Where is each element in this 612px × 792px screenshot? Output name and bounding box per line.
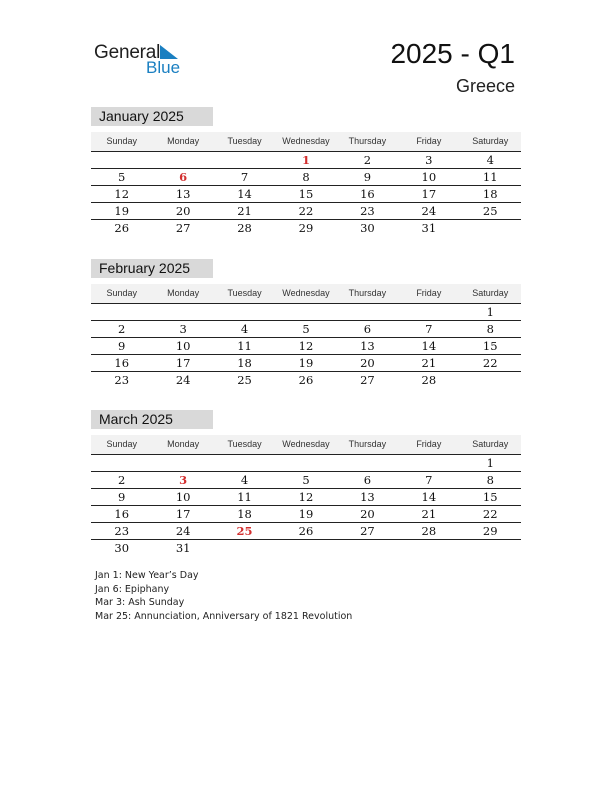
- day-cell: 28: [421, 373, 437, 387]
- holiday-note: Mar 25: Annunciation, Anniversary of 1821 Revolution: [95, 610, 353, 622]
- day-cell: [91, 455, 152, 471]
- day-cell: 23: [360, 204, 375, 218]
- day-cell: 22: [298, 204, 314, 218]
- day-cell: 12: [298, 339, 314, 353]
- holiday-note: Mar 3: Ash Sunday: [95, 597, 185, 608]
- day-cell: 3: [179, 322, 187, 336]
- logo: [94, 40, 194, 80]
- day-cell: 28: [237, 221, 252, 235]
- day-cell: 19: [114, 204, 130, 218]
- weekday-header: Friday: [416, 136, 442, 146]
- day-cell: [91, 152, 152, 168]
- weekday-header: Thursday: [348, 136, 387, 146]
- day-cell: [214, 152, 275, 168]
- day-cell: [214, 455, 275, 471]
- weekday-header: Tuesday: [227, 439, 262, 449]
- day-cell: 7: [240, 170, 249, 184]
- day-cell: 19: [298, 507, 314, 521]
- day-cell: [91, 304, 152, 320]
- day-cell: 23: [114, 373, 130, 387]
- day-cell: 20: [360, 356, 375, 370]
- day-cell: 5: [302, 473, 310, 487]
- day-cell: 18: [237, 507, 252, 521]
- day-cell: 13: [360, 339, 375, 353]
- day-cell: 7: [425, 322, 433, 336]
- day-cell: [460, 540, 521, 556]
- day-cell: 26: [298, 373, 314, 387]
- week-row: [91, 338, 521, 355]
- weekday-header: Saturday: [472, 288, 509, 298]
- logo-triangle-icon: [160, 45, 178, 59]
- day-cell: [337, 304, 398, 320]
- week-row: [91, 220, 521, 236]
- day-cell: 20: [360, 507, 375, 521]
- day-cell: 17: [421, 187, 437, 201]
- day-cell: 5: [118, 170, 126, 184]
- weekday-header-row: [91, 435, 521, 455]
- holiday-note: Jan 6: Epiphany: [95, 583, 170, 595]
- day-cell: 10: [175, 339, 191, 353]
- week-row: [91, 472, 521, 489]
- day-cell: 26: [114, 221, 130, 235]
- weekday-header: Saturday: [472, 439, 509, 449]
- day-cell: 4: [240, 322, 249, 336]
- month-block: [91, 107, 521, 236]
- day-cell: [398, 455, 459, 471]
- week-row: [91, 203, 521, 220]
- day-cell: 6: [179, 170, 188, 184]
- week-row: [91, 489, 521, 506]
- day-cell: [152, 152, 213, 168]
- weekday-header: Monday: [167, 288, 200, 298]
- day-cell: 4: [240, 473, 249, 487]
- day-cell: 31: [421, 221, 437, 235]
- logo-word-blue: Blue: [146, 58, 181, 77]
- day-cell: 21: [237, 204, 252, 218]
- day-cell: 15: [298, 187, 314, 201]
- country-name: Greece: [455, 76, 515, 96]
- week-row: [91, 372, 521, 388]
- weekday-header: Sunday: [106, 136, 137, 146]
- day-cell: 8: [486, 322, 494, 336]
- day-cell: 24: [175, 524, 191, 538]
- page-title: 2025 - Q1: [390, 38, 515, 69]
- week-row: [91, 355, 521, 372]
- day-cell: 24: [175, 373, 191, 387]
- day-cell: [398, 304, 459, 320]
- day-cell: [460, 372, 521, 388]
- day-cell: 25: [482, 204, 498, 218]
- week-row: [91, 304, 521, 321]
- day-cell: 17: [175, 507, 191, 521]
- week-row: [91, 186, 521, 203]
- day-cell: 6: [363, 322, 372, 336]
- month-label: January 2025: [91, 107, 213, 126]
- day-cell: 16: [360, 187, 375, 201]
- day-cell: 31: [175, 541, 191, 555]
- day-cell: 18: [237, 356, 252, 370]
- day-cell: [152, 304, 213, 320]
- logo-word-general: General: [94, 42, 161, 63]
- day-cell: 2: [118, 473, 126, 487]
- day-cell: 1: [486, 456, 494, 470]
- day-cell: 10: [421, 170, 437, 184]
- day-cell: 2: [118, 322, 126, 336]
- holiday-note: Jan 1: New Year’s Day: [95, 570, 199, 581]
- day-cell: 22: [482, 507, 498, 521]
- day-cell: [152, 455, 213, 471]
- day-cell: 29: [298, 221, 314, 235]
- day-cell: [275, 455, 336, 471]
- day-cell: 17: [175, 356, 191, 370]
- weekday-header: Wednesday: [282, 288, 330, 298]
- weekday-header: Sunday: [106, 439, 137, 449]
- weekday-header: Tuesday: [227, 288, 262, 298]
- day-cell: 28: [421, 524, 437, 538]
- day-cell: 2: [363, 153, 372, 167]
- weekday-header: Sunday: [106, 288, 137, 298]
- day-cell: [214, 304, 275, 320]
- day-cell: 27: [360, 524, 375, 538]
- week-row: [91, 321, 521, 338]
- day-cell: 19: [298, 356, 314, 370]
- weekday-header: Wednesday: [282, 136, 330, 146]
- weekday-header: Thursday: [348, 439, 387, 449]
- week-row: [91, 540, 521, 556]
- weekday-header: Friday: [416, 288, 442, 298]
- day-cell: 14: [237, 187, 252, 201]
- day-cell: 5: [302, 322, 310, 336]
- day-cell: [214, 540, 275, 556]
- day-cell: 15: [482, 490, 498, 504]
- day-cell: 16: [114, 507, 130, 521]
- week-row: [91, 506, 521, 523]
- day-cell: 11: [237, 490, 252, 504]
- day-cell: 25: [237, 373, 252, 387]
- day-cell: [337, 455, 398, 471]
- month-block: [91, 259, 521, 388]
- day-cell: 30: [360, 221, 375, 235]
- day-cell: [275, 304, 336, 320]
- day-cell: 21: [421, 356, 437, 370]
- day-cell: [398, 540, 459, 556]
- weekday-header: Monday: [167, 136, 200, 146]
- day-cell: 16: [114, 356, 130, 370]
- day-cell: 11: [482, 170, 498, 184]
- day-cell: 7: [425, 473, 433, 487]
- week-row: [91, 523, 521, 540]
- week-row: [91, 169, 521, 186]
- day-cell: 13: [360, 490, 375, 504]
- weekday-header: Monday: [167, 439, 200, 449]
- day-cell: [275, 540, 336, 556]
- day-cell: 25: [236, 524, 253, 538]
- day-cell: 24: [421, 204, 437, 218]
- day-cell: 9: [363, 170, 372, 184]
- day-cell: [460, 220, 521, 236]
- day-cell: 10: [175, 490, 191, 504]
- day-cell: 12: [114, 187, 130, 201]
- day-cell: 21: [421, 507, 437, 521]
- day-cell: 11: [237, 339, 252, 353]
- weekday-header: Tuesday: [227, 136, 262, 146]
- day-cell: [337, 540, 398, 556]
- day-cell: 22: [482, 356, 498, 370]
- day-cell: 27: [360, 373, 375, 387]
- weekday-header-row: [91, 284, 521, 304]
- day-cell: 8: [486, 473, 494, 487]
- day-cell: 9: [118, 339, 126, 353]
- day-cell: 3: [179, 473, 188, 487]
- day-cell: 1: [301, 153, 310, 167]
- day-cell: 27: [175, 221, 191, 235]
- day-cell: 12: [298, 490, 314, 504]
- day-cell: 20: [175, 204, 191, 218]
- month-label: March 2025: [91, 410, 213, 429]
- day-cell: 15: [482, 339, 498, 353]
- weekday-header: Saturday: [472, 136, 509, 146]
- day-cell: 4: [486, 153, 494, 167]
- day-cell: 3: [425, 153, 433, 167]
- day-cell: 18: [482, 187, 498, 201]
- month-label: February 2025: [91, 259, 213, 278]
- day-cell: 9: [118, 490, 126, 504]
- holiday-notes: [95, 569, 352, 623]
- weekday-header: Thursday: [348, 288, 387, 298]
- day-cell: 13: [175, 187, 191, 201]
- week-row: [91, 152, 521, 169]
- day-cell: 26: [298, 524, 314, 538]
- day-cell: 30: [114, 541, 130, 555]
- weekday-header: Friday: [416, 439, 442, 449]
- day-cell: 1: [486, 305, 494, 319]
- week-row: [91, 455, 521, 472]
- weekday-header-row: [91, 132, 521, 152]
- day-cell: 29: [482, 524, 498, 538]
- day-cell: 23: [114, 524, 130, 538]
- month-block: [91, 410, 521, 556]
- day-cell: 14: [421, 490, 437, 504]
- weekday-header: Wednesday: [282, 439, 330, 449]
- day-cell: 6: [363, 473, 372, 487]
- day-cell: 8: [302, 170, 310, 184]
- day-cell: 14: [421, 339, 437, 353]
